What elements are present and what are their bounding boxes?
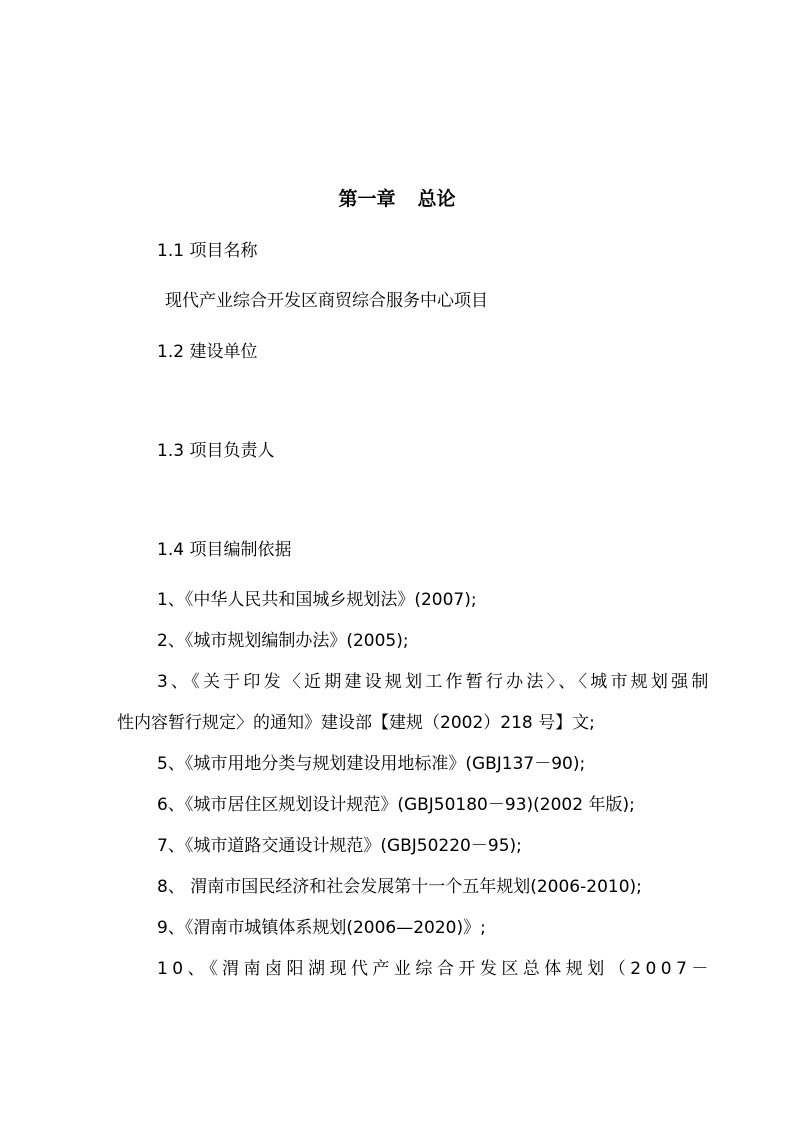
basis-item-10: 10、《渭南卤阳湖现代产业综合开发区总体规划（2007－ — [157, 959, 713, 979]
section-1-2-heading: 1.2 建设单位 — [157, 342, 258, 362]
basis-item-5: 5、《城市用地分类与规划建设用地标准》(GBJ137－90); — [157, 754, 586, 774]
section-1-4-heading: 1.4 项目编制依据 — [157, 540, 292, 560]
basis-item-3-line-1: 3、《关于印发〈近期建设规划工作暂行办法〉、〈城市规划强制 — [157, 672, 712, 692]
basis-item-7: 7、《城市道路交通设计规范》(GBJ50220－95); — [157, 836, 522, 856]
section-1-1-heading: 1.1 项目名称 — [157, 241, 258, 261]
basis-item-2: 2、《城市规划编制办法》(2005); — [157, 631, 409, 651]
section-1-3-heading: 1.3 项目负责人 — [157, 441, 275, 461]
basis-item-9: 9、《渭南市城镇体系规划(2006—2020)》; — [157, 918, 486, 938]
project-name: 现代产业综合开发区商贸综合服务中心项目 — [165, 291, 488, 311]
basis-item-8: 8、 渭南市国民经济和社会发展第十一个五年规划(2006-2010); — [157, 877, 642, 897]
basis-item-6: 6、《城市居住区规划设计规范》(GBJ50180－93)(2002 年版); — [157, 795, 635, 815]
chapter-number: 第一章 — [338, 188, 396, 210]
chapter-name: 总论 — [417, 188, 456, 210]
chapter-title — [0, 187, 794, 211]
basis-item-1: 1、《中华人民共和国城乡规划法》(2007); — [157, 590, 477, 610]
basis-item-3-line-2: 性内容暂行规定〉的通知》建设部【建规（2002）218 号】文; — [117, 713, 595, 733]
